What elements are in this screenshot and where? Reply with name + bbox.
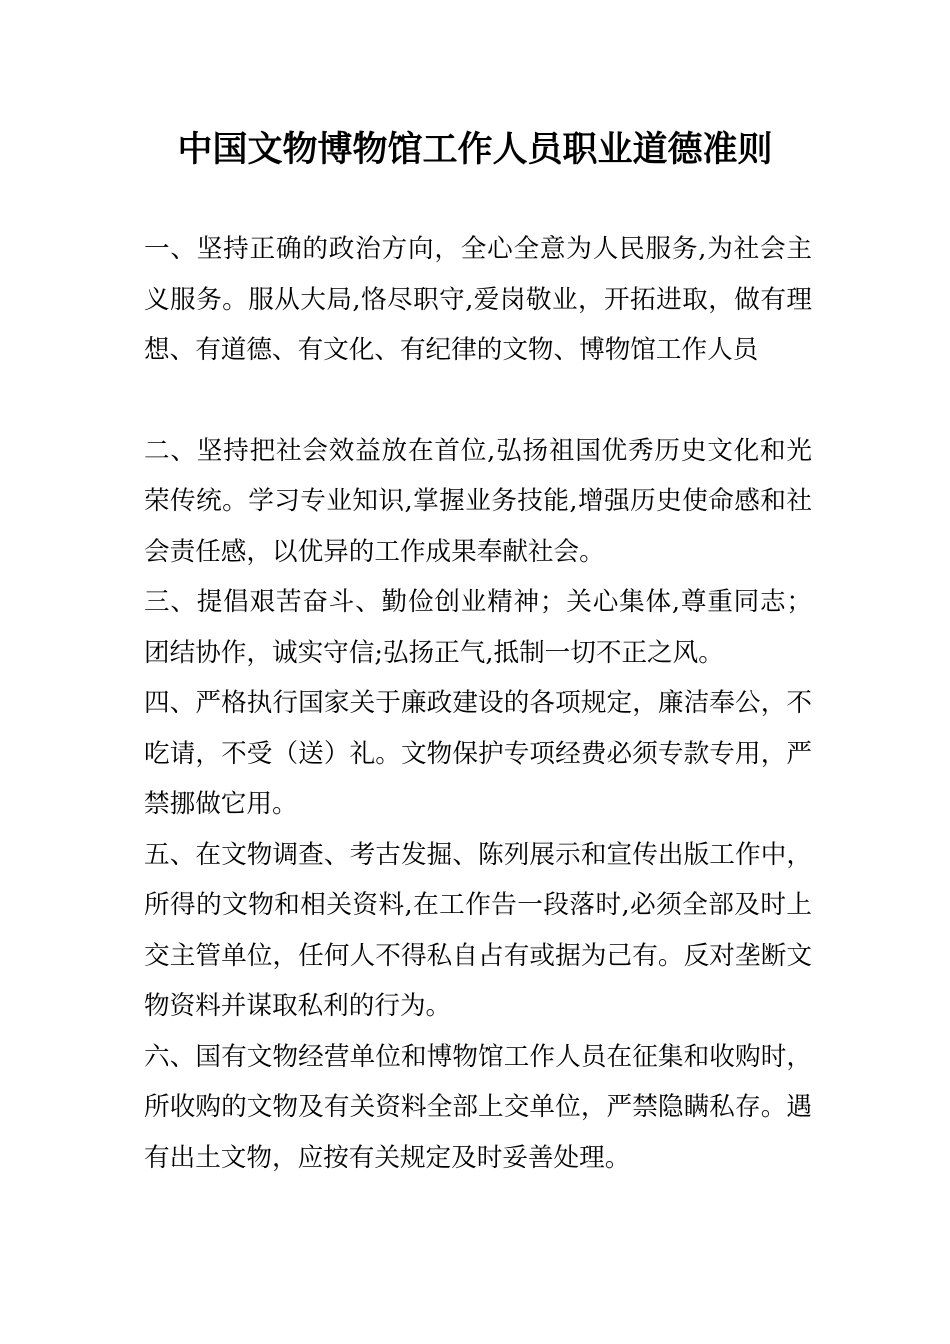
paragraph-2: 二、坚持把社会效益放在首位,弘扬祖国优秀历史文化和光荣传统。学习专业知识,掌握业务技能,增强历史使命感和社会责任感，以优异的工作成果奉献社会。 — [144, 435, 812, 567]
paragraph-6: 六、国有文物经营单位和博物馆工作人员在征集和收购时，所收购的文物及有关资料全部上交单位，严禁隐瞒私存。遇有出土文物，应按有关规定及时妥善处理。 — [144, 1041, 812, 1173]
document-body — [144, 224, 812, 1183]
paragraph-5: 五、在文物调查、考古发掘、陈列展示和宣传出版工作中，所得的文物和相关资料,在工作告一段落时,必须全部及时上交主管单位，任何人不得私自占有或据为己有。反对垄断文物资料并谋取私利的行为。 — [144, 839, 812, 1021]
paragraph-4: 四、严格执行国家关于廉政建设的各项规定，廉洁奉公，不吃请，不受（送）礼。文物保护专项经费必须专款专用，严禁挪做它用。 — [144, 688, 812, 819]
paragraph-1: 一、坚持正确的政治方向，全心全意为人民服务,为社会主义服务。服从大局,恪尽职守,爱岗敬业，开拓进取，做有理想、有道德、有文化、有纪律的文物、博物馆工作人员 — [144, 234, 812, 365]
document-title: 中国文物博物馆工作人员职业道德准则 — [177, 129, 773, 170]
paragraph-3: 三、提倡艰苦奋斗、勤俭创业精神；关心集体,尊重同志；团结协作，诚实守信;弘扬正气,抵制一切不正之风。 — [144, 587, 812, 668]
